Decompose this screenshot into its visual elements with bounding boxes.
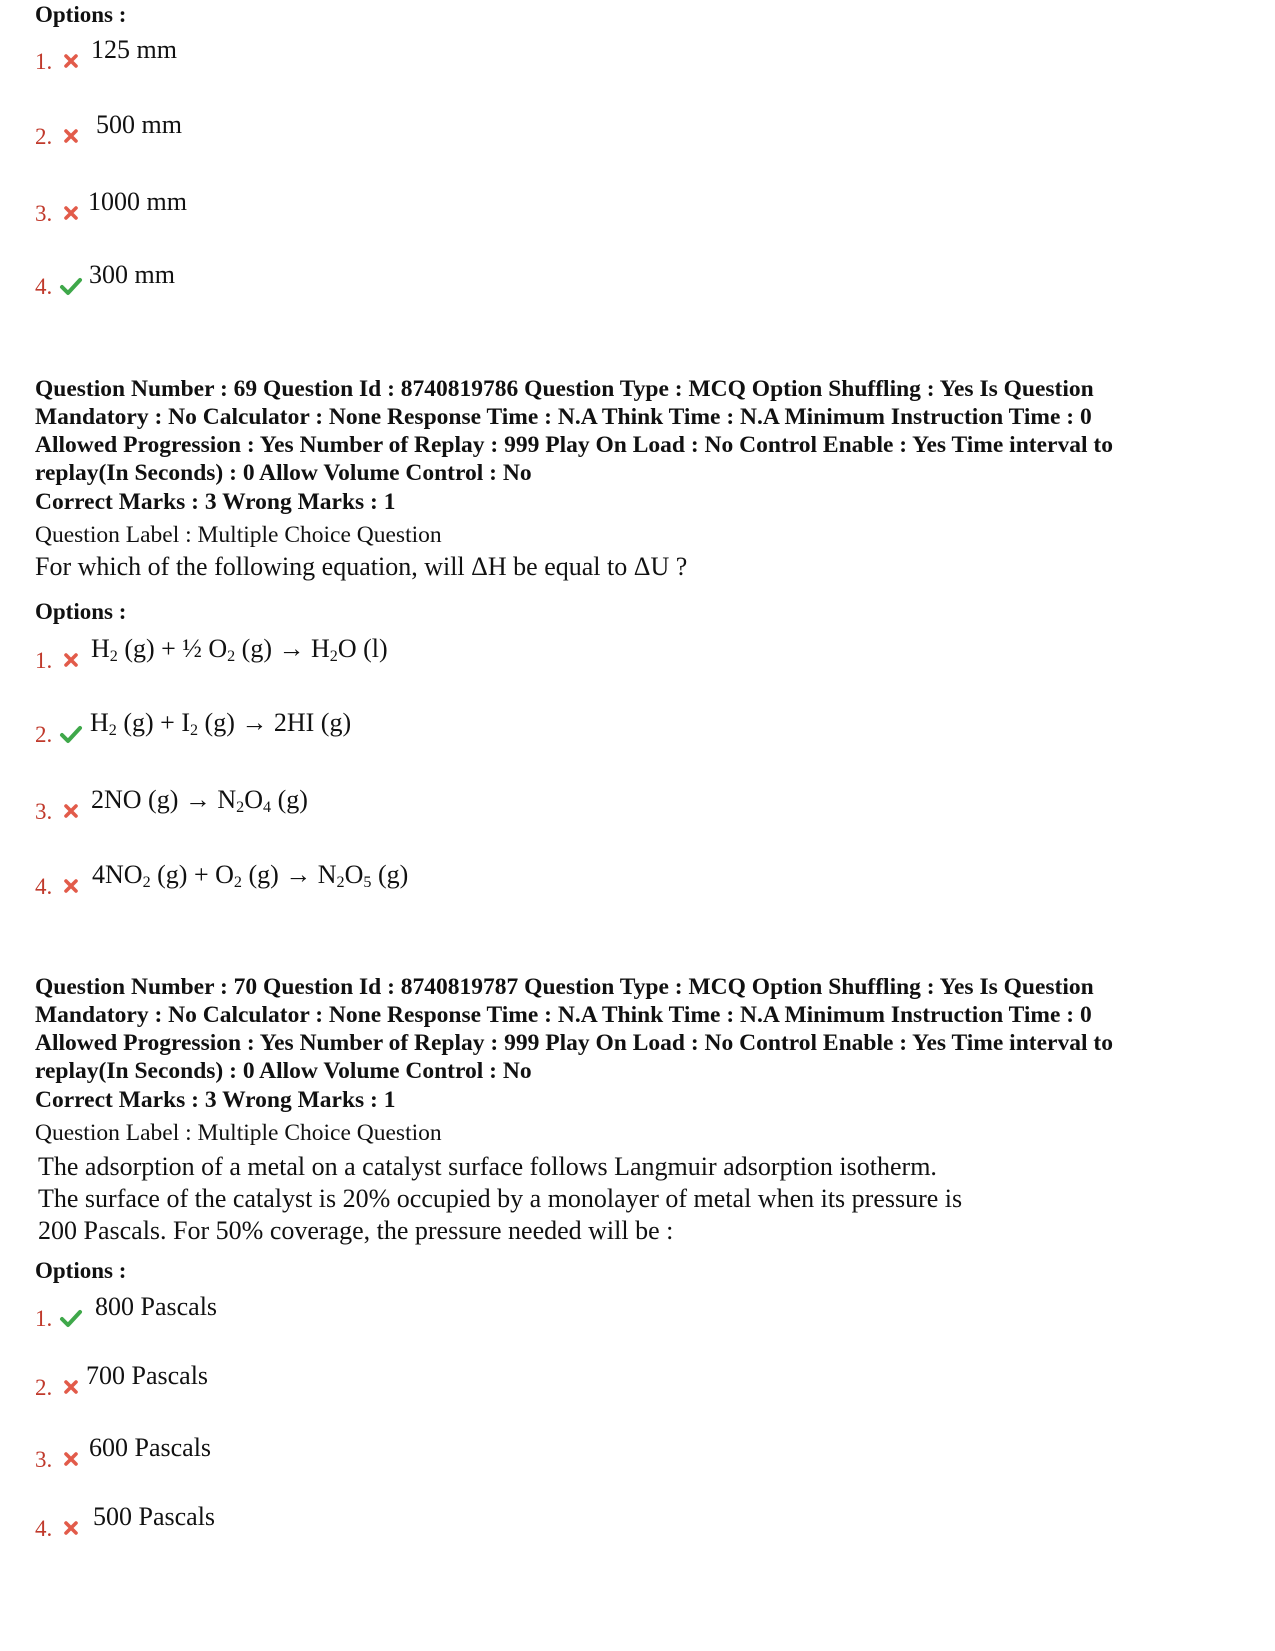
cross-icon bbox=[59, 124, 83, 148]
question-label bbox=[35, 521, 442, 549]
question-label-key: Question Label : bbox=[35, 1120, 198, 1146]
question-label-value: Multiple Choice Question bbox=[197, 522, 442, 548]
cross-icon bbox=[59, 648, 83, 672]
question-label bbox=[35, 1119, 442, 1147]
question-label-value: Multiple Choice Question bbox=[197, 1120, 442, 1146]
meta-line: replay(In Seconds) : 0 Allow Volume Control : No bbox=[35, 1058, 532, 1084]
option-number: 2. bbox=[35, 722, 53, 747]
question-line: For which of the following equation, will ΔH be equal to ΔU ? bbox=[35, 552, 688, 581]
question-meta bbox=[35, 973, 1240, 1085]
option-formula: $H_2$ (g) + ½ $O_2$ $(g) \to H_2O$ (l) bbox=[91, 634, 388, 666]
cross-icon bbox=[59, 1375, 83, 1399]
option-number: 4. bbox=[35, 874, 53, 899]
option-text: 300 mm bbox=[89, 260, 175, 289]
option-number: 1. bbox=[35, 49, 53, 74]
question-marks: Correct Marks : 3 Wrong Marks : 1 bbox=[35, 489, 396, 515]
question-text bbox=[38, 1151, 962, 1247]
option-number: 2. bbox=[35, 124, 53, 149]
option-text: 125 mm bbox=[91, 35, 177, 64]
option-number: 1. bbox=[35, 1306, 53, 1331]
option-number: 2. bbox=[35, 1375, 53, 1400]
check-icon bbox=[59, 1306, 83, 1330]
question-label-key: Question Label : bbox=[35, 522, 198, 548]
option-text: 600 Pascals bbox=[89, 1433, 212, 1462]
cross-icon bbox=[59, 49, 83, 73]
option-text: 800 Pascals bbox=[95, 1292, 218, 1321]
question-line: The surface of the catalyst is 20% occupied by a monolayer of metal when its pressure is bbox=[38, 1184, 963, 1213]
option-number: 4. bbox=[35, 274, 53, 299]
option-formula: $4NO_2$ $(g) + O_2$ $(g) \to N_2O_5$ (g) bbox=[92, 860, 409, 892]
option-number: 3. bbox=[35, 201, 53, 226]
meta-line: Allowed Progression : Yes Number of Replay : 999 Play On Load : No Control Enable : Yes Time interval to bbox=[35, 432, 1113, 458]
cross-icon bbox=[59, 1447, 83, 1471]
cross-icon bbox=[59, 874, 83, 898]
option-text: 700 Pascals bbox=[86, 1361, 209, 1390]
cross-icon bbox=[59, 799, 83, 823]
check-icon bbox=[59, 274, 83, 298]
meta-line: Mandatory : No Calculator : None Response Time : N.A Think Time : N.A Minimum Instruction Time : 0 bbox=[35, 1002, 1092, 1028]
question-text bbox=[35, 551, 687, 583]
question-meta bbox=[35, 375, 1240, 487]
options-title: Options : bbox=[35, 599, 127, 624]
option-formula: $H_2$ $(g) + I_2$ (g) → 2HI (g) bbox=[90, 708, 352, 740]
option-formula: 2NO $(g) \to N_2O_4$ (g) bbox=[91, 785, 308, 817]
option-text: 1000 mm bbox=[88, 187, 187, 216]
options-title: Options : bbox=[35, 2, 127, 27]
meta-line: replay(In Seconds) : 0 Allow Volume Control : No bbox=[35, 460, 532, 486]
option-number: 4. bbox=[35, 1516, 53, 1541]
cross-icon bbox=[59, 201, 83, 225]
meta-line: Question Number : 70 Question Id : 8740819787 Question Type : MCQ Option Shuffling : Yes Is Question bbox=[35, 974, 1094, 1000]
question-line: 200 Pascals. For 50% coverage, the pressure needed will be : bbox=[38, 1216, 674, 1245]
option-number: 1. bbox=[35, 648, 53, 673]
options-title: Options : bbox=[35, 1258, 127, 1283]
meta-line: Mandatory : No Calculator : None Response Time : N.A Think Time : N.A Minimum Instruction Time : 0 bbox=[35, 404, 1092, 430]
check-icon bbox=[59, 722, 83, 746]
cross-icon bbox=[59, 1516, 83, 1540]
question-line: The adsorption of a metal on a catalyst surface follows Langmuir adsorption isotherm. bbox=[38, 1152, 937, 1181]
option-number: 3. bbox=[35, 1447, 53, 1472]
option-text: 500 mm bbox=[96, 110, 182, 139]
meta-line: Allowed Progression : Yes Number of Replay : 999 Play On Load : No Control Enable : Yes Time interval to bbox=[35, 1030, 1113, 1056]
option-text: 500 Pascals bbox=[93, 1502, 216, 1531]
meta-line: Question Number : 69 Question Id : 8740819786 Question Type : MCQ Option Shuffling : Yes Is Question bbox=[35, 376, 1094, 402]
option-number: 3. bbox=[35, 799, 53, 824]
question-marks: Correct Marks : 3 Wrong Marks : 1 bbox=[35, 1087, 396, 1113]
